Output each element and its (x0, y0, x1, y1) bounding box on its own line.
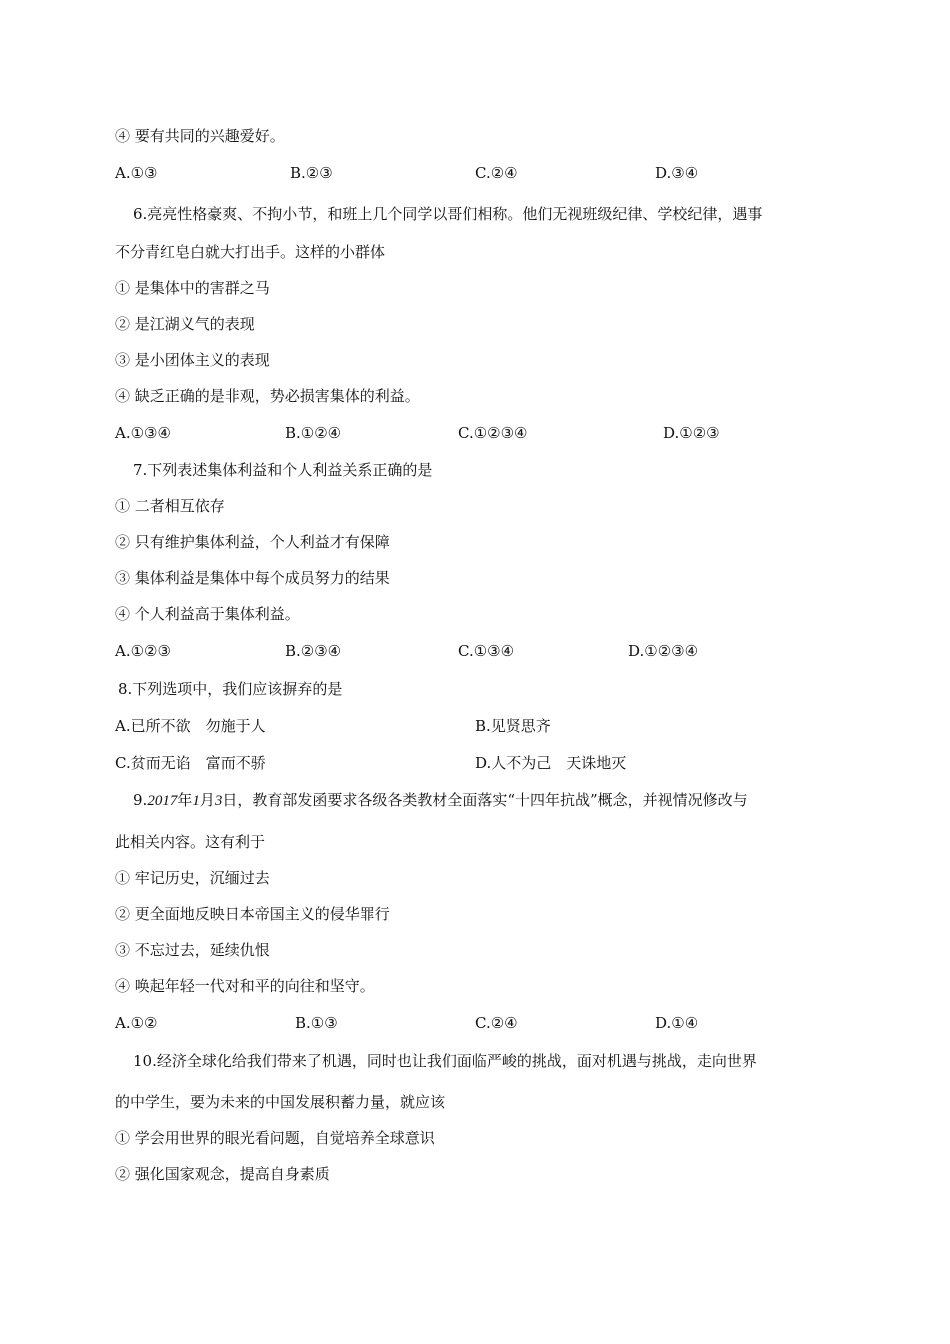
q9-option-d: D.①④ (655, 1014, 699, 1032)
q9-day: 3 (214, 793, 223, 809)
q5-option-d: D.③④ (655, 164, 699, 182)
q8-option-a: A.已所不欲 勿施于人 (115, 717, 266, 735)
q7-item-1: ① 二者相互依存 (115, 497, 225, 515)
q6-item-2: ② 是江湖义气的表现 (115, 315, 255, 333)
q9-stem-rest: 日，教育部发函要求各级各类教材全面落实“十四年抗战”概念，并视情况修改与 (222, 791, 748, 809)
q7-item-3: ③ 集体利益是集体中每个成员努力的结果 (115, 569, 390, 587)
q6-option-b: B.①②④ (285, 424, 342, 442)
q8-option-c: C.贫而无谄 富而不骄 (115, 754, 266, 772)
q8-stem: 8.下列选项中，我们应该摒弃的是 (118, 680, 343, 698)
q8-option-b: B.见贤思齐 (475, 717, 551, 735)
q9-option-c: C.②④ (475, 1014, 518, 1032)
q10-item-1: ① 学会用世界的眼光看问题，自觉培养全球意识 (115, 1129, 435, 1147)
q7-option-c: C.①③④ (458, 642, 515, 660)
q6-option-d: D.①②③ (663, 424, 720, 442)
q7-option-b: B.②③④ (285, 642, 342, 660)
q6-option-a: A.①③④ (115, 424, 171, 442)
q9-number: 9. (133, 791, 148, 809)
q5-option-c: C.②④ (475, 164, 518, 182)
q9-item-2: ② 更全面地反映日本帝国主义的侵华罪行 (115, 905, 390, 923)
q9-stem-line2: 此相关内容。这有利于 (115, 833, 266, 851)
q9-stem-line1 (133, 790, 748, 811)
q6-option-c: C.①②③④ (458, 424, 528, 442)
q9-nian: 年 (177, 791, 193, 809)
q9-option-a: A.①② (115, 1014, 158, 1032)
q9-option-b: B.①③ (295, 1014, 338, 1032)
q6-item-4: ④ 缺乏正确的是非观，势必损害集体的利益。 (115, 387, 420, 405)
q6-stem-line2: 不分青红皂白就大打出手。这样的小群体 (115, 243, 386, 261)
q9-year: 2017 (147, 793, 178, 809)
q7-option-a: A.①②③ (115, 642, 171, 660)
q9-item-4: ④ 唤起年轻一代对和平的向往和坚守。 (115, 977, 375, 995)
q5-item-4: ④ 要有共同的兴趣爱好。 (115, 127, 285, 145)
q5-option-b: B.②③ (290, 164, 333, 182)
q6-item-3: ③ 是小团体主义的表现 (115, 351, 270, 369)
q7-stem: 7.下列表述集体利益和个人利益关系正确的是 (133, 461, 433, 479)
q7-item-4: ④ 个人利益高于集体利益。 (115, 605, 300, 623)
q10-stem-line2: 的中学生，要为未来的中国发展积蓄力量，就应该 (115, 1093, 446, 1111)
q8-option-d: D.人不为己 天诛地灭 (475, 754, 627, 772)
q9-item-3: ③ 不忘过去，延续仇恨 (115, 941, 270, 959)
q10-item-2: ② 强化国家观念，提高自身素质 (115, 1165, 330, 1183)
q10-stem-line1: 10.经济全球化给我们带来了机遇，同时也让我们面临严峻的挑战，面对机遇与挑战，走向世界 (133, 1052, 757, 1070)
q6-item-1: ① 是集体中的害群之马 (115, 279, 270, 297)
q9-month: 1 (192, 793, 200, 809)
q9-yue: 月 (199, 791, 215, 809)
q6-stem-line1: 6.亮亮性格豪爽、不拘小节，和班上几个同学以哥们相称。他们无视班级纪律、学校纪律，遇事 (133, 205, 763, 223)
q5-option-a: A.①③ (115, 164, 158, 182)
q7-item-2: ② 只有维护集体利益，个人利益才有保障 (115, 533, 390, 551)
q9-item-1: ① 牢记历史，沉缅过去 (115, 869, 270, 887)
q7-option-d: D.①②③④ (628, 642, 699, 660)
